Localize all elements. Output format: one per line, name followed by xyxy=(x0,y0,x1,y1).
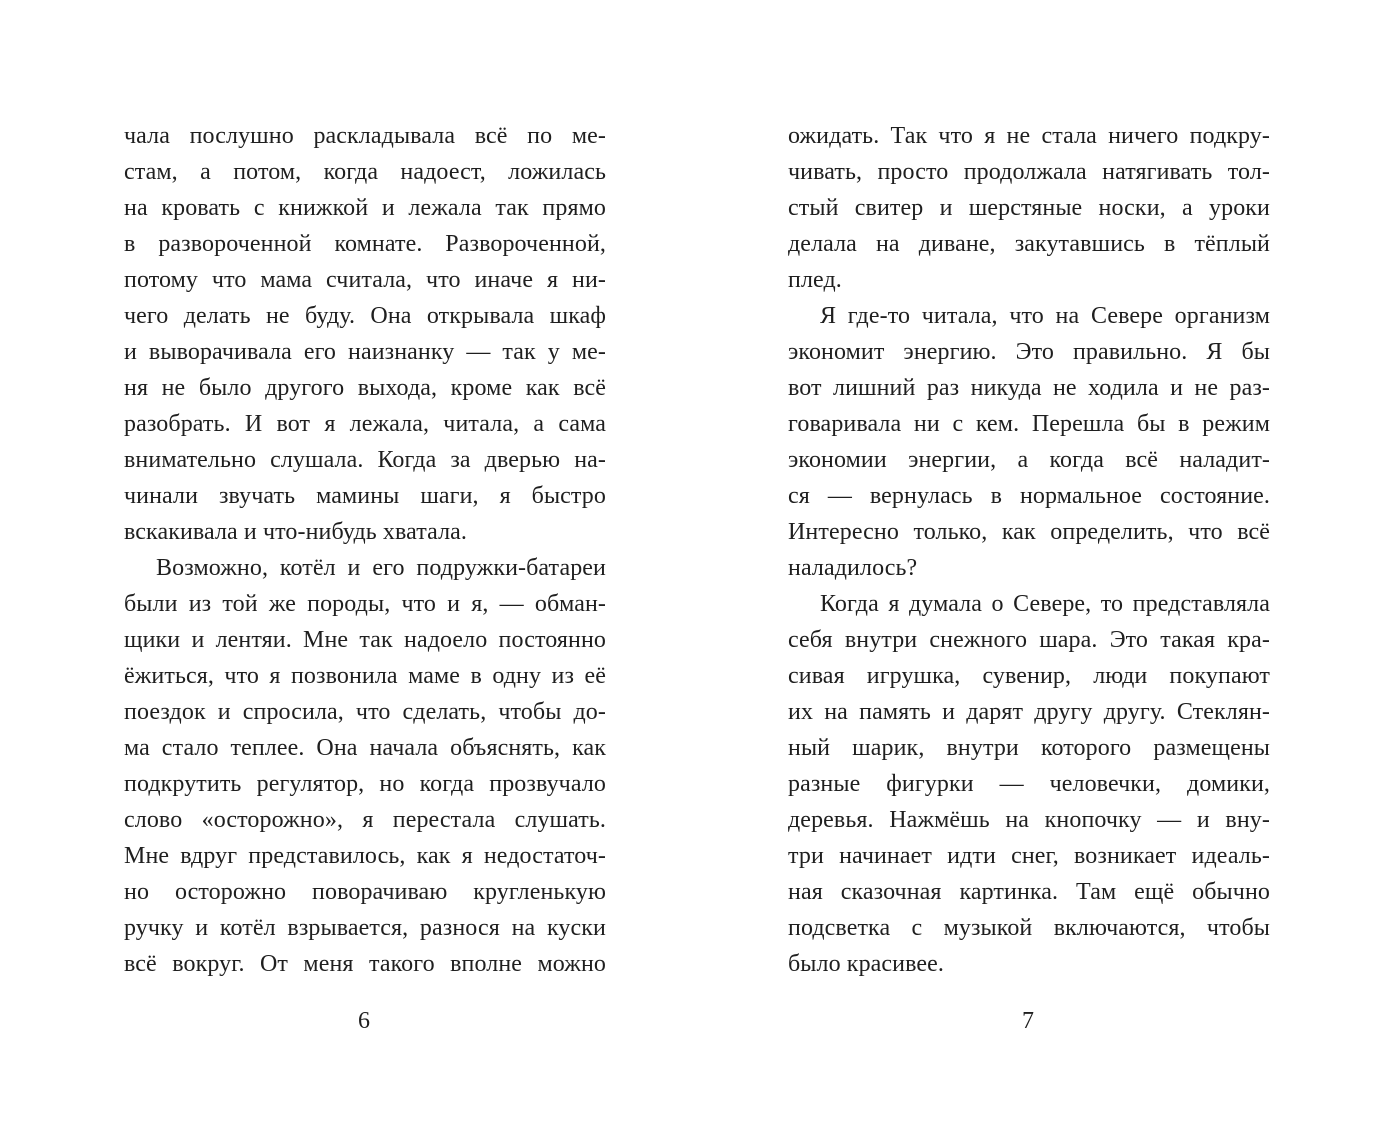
text-line: подкрутить регулятор, но когда прозвучало xyxy=(124,771,606,797)
text-line: экономии энергии, а когда всё наладит- xyxy=(788,447,1270,473)
text-line: потому что мама считала, что иначе я ни- xyxy=(124,267,606,293)
text-line: чинали звучать мамины шаги, я быстро xyxy=(124,483,606,509)
text-line: чивать, просто продолжала натягивать тол- xyxy=(788,159,1270,185)
text-line: наладилось? xyxy=(788,555,918,581)
text-line: внимательно слушала. Когда за дверью на- xyxy=(124,447,606,473)
text-line: и выворачивала его наизнанку — так у ме- xyxy=(124,339,606,365)
text-line: экономит энергию. Это правильно. Я бы xyxy=(788,339,1270,365)
text-line: в развороченной комнате. Развороченной, xyxy=(124,231,606,257)
text-line: ёжиться, что я позвонила маме в одну из её xyxy=(124,663,606,689)
text-line: ся — вернулась в нормальное состояние. xyxy=(788,483,1270,509)
left-page-number: 6 xyxy=(358,1008,370,1034)
text-line: ожидать. Так что я не стала ничего подкру- xyxy=(788,123,1270,149)
text-line: Мне вдруг представилось, как я недостаточ- xyxy=(124,843,606,869)
text-line: говаривала ни с кем. Перешла бы в режим xyxy=(788,411,1270,437)
text-line: разные фигурки — человечки, домики, xyxy=(788,771,1270,797)
text-line: себя внутри снежного шара. Это такая кра- xyxy=(788,627,1270,653)
text-line: подсветка с музыкой включаются, чтобы xyxy=(788,915,1270,941)
text-line: три начинает идти снег, возникает идеаль- xyxy=(788,843,1270,869)
text-line: ня не было другого выхода, кроме как всё xyxy=(124,375,606,401)
text-line: поездок и спросила, что сделать, чтобы до- xyxy=(124,699,606,725)
text-line: делала на диване, закутавшись в тёплый xyxy=(788,231,1270,257)
text-line: ная сказочная картинка. Там ещё обычно xyxy=(788,879,1270,905)
text-line: ный шарик, внутри которого размещены xyxy=(788,735,1270,761)
text-line: чего делать не буду. Она открывала шкаф xyxy=(124,303,606,329)
text-line: сивая игрушка, сувенир, люди покупают xyxy=(788,663,1270,689)
right-page-number: 7 xyxy=(1022,1008,1034,1034)
text-line: Я где-то читала, что на Севере организм xyxy=(820,303,1270,329)
right-page-text xyxy=(788,118,1270,982)
text-line: были из той же породы, что и я, — обман- xyxy=(124,591,606,617)
text-line: ма стало теплее. Она начала объяснять, как xyxy=(124,735,606,761)
right-page xyxy=(788,118,1270,982)
text-line: Возможно, котёл и его подружки-батареи xyxy=(156,555,606,581)
text-line: на кровать с книжкой и лежала так прямо xyxy=(124,195,606,221)
text-line: разобрать. И вот я лежала, читала, а сама xyxy=(124,411,606,437)
text-line: Интересно только, как определить, что всё xyxy=(788,519,1270,545)
text-line: их на память и дарят другу другу. Стеклян- xyxy=(788,699,1270,725)
text-line: но осторожно поворачиваю кругленькую xyxy=(124,879,606,905)
text-line: чала послушно раскладывала всё по ме- xyxy=(124,123,606,149)
text-line: стый свитер и шерстяные носки, а уроки xyxy=(788,195,1270,221)
text-line: стам, а потом, когда надоест, ложилась xyxy=(124,159,606,185)
text-line: ручку и котёл взрывается, разнося на куски xyxy=(124,915,606,941)
text-line: слово «осторожно», я перестала слушать. xyxy=(124,807,606,833)
text-line: было красивее. xyxy=(788,951,945,977)
text-line: плед. xyxy=(788,267,842,293)
text-line: Когда я думала о Севере, то представляла xyxy=(820,591,1270,617)
left-page-text xyxy=(124,118,606,982)
left-page xyxy=(124,118,606,982)
text-line: щики и лентяи. Мне так надоело постоянно xyxy=(124,627,606,653)
text-line: деревья. Нажмёшь на кнопочку — и вну- xyxy=(788,807,1270,833)
text-line: вскакивала и что-нибудь хватала. xyxy=(124,519,468,545)
text-line: всё вокруг. От меня такого вполне можно xyxy=(124,951,606,977)
text-line: вот лишний раз никуда не ходила и не раз- xyxy=(788,375,1270,401)
